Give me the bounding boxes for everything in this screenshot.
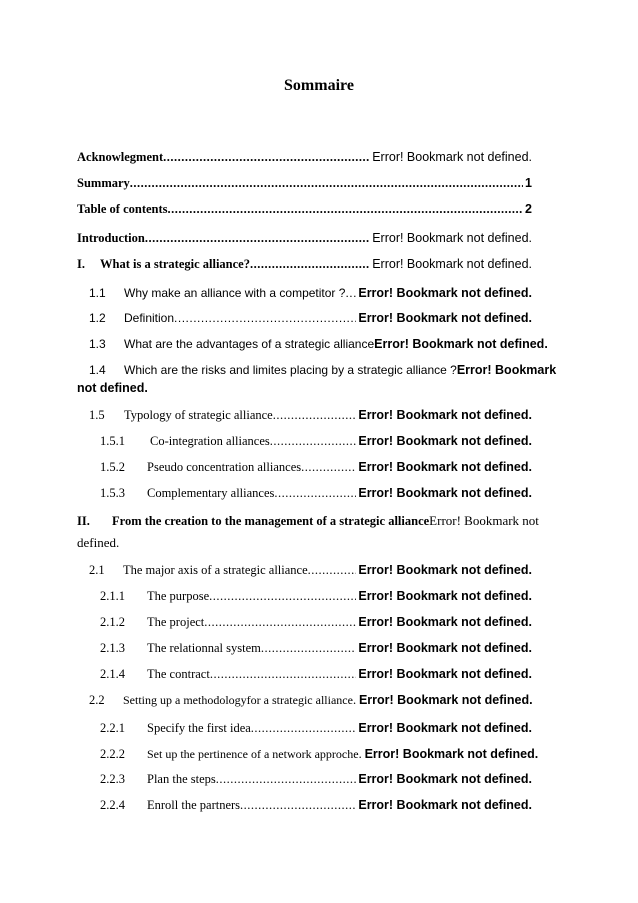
toc-label: Enroll the partners	[147, 798, 241, 812]
toc-label: Set up the pertinence of a network approche	[147, 747, 359, 761]
toc-entry-2-1-3[interactable]	[100, 639, 532, 657]
toc-number: 1.4	[89, 363, 106, 377]
toc-number: I.	[77, 257, 85, 271]
toc-label: The project	[147, 615, 205, 629]
toc-number: 1.5	[89, 408, 105, 422]
toc-page-ref: Error! Bookmark not defined.	[358, 667, 532, 681]
toc-entry-2-2-2[interactable]	[100, 745, 539, 763]
toc-entry-2-1[interactable]	[89, 561, 532, 579]
toc-page-ref: Error! Bookmark not defined.	[358, 563, 532, 577]
toc-number: 2.1.3	[100, 641, 125, 655]
toc-page-ref: Error! Bookmark not defined.	[372, 150, 532, 164]
toc-label: Definition	[124, 311, 175, 325]
toc-number: 2.2.2	[100, 747, 125, 761]
toc-label: Summary	[77, 176, 130, 190]
toc-page-ref: Error! Bookmark not defined.	[358, 615, 532, 629]
toc-page-ref: Error! Bookmark not defined.	[364, 747, 539, 761]
toc-number: 2.2.1	[100, 721, 125, 735]
toc-entry-1-2[interactable]	[89, 309, 532, 327]
toc-page-ref: Error! Bookmark not defined.	[358, 589, 532, 603]
toc-label: Why make an alliance with a competitor ?	[124, 286, 346, 300]
toc-leader-dots	[301, 458, 356, 476]
toc-number: 2.1.1	[100, 589, 125, 603]
toc-entry-1-4[interactable]	[89, 361, 557, 379]
toc-number: 2.2.3	[100, 772, 125, 786]
toc-entry-2-2-3[interactable]	[100, 770, 532, 788]
toc-entry-1-5-2[interactable]	[100, 458, 532, 476]
toc-leader-dots	[216, 770, 357, 788]
toc-page-ref: Error! Bookmark not defined.	[358, 798, 532, 812]
page-title: Sommaire	[284, 77, 354, 94]
toc-label: Which are the risks and limites placing by a strategic alliance ?	[124, 363, 457, 377]
toc-number: 1.1	[89, 286, 106, 300]
toc-label: The relationnal system	[147, 641, 261, 655]
toc-page-ref: Error! Bookmark not defined.	[358, 434, 532, 448]
toc-number: 1.5.3	[100, 486, 125, 500]
toc-leader-dots	[174, 309, 356, 327]
toc-label: Complementary alliances	[147, 486, 275, 500]
toc-entry-1-5[interactable]	[89, 406, 532, 424]
toc-leader-dots	[240, 796, 356, 814]
toc-leader-dots	[270, 432, 357, 450]
toc-number: 2.1	[89, 563, 105, 577]
toc-number: 2.1.2	[100, 615, 125, 629]
toc-leader-dots	[209, 587, 356, 605]
toc-page-ref-continuation: not defined.	[77, 381, 148, 395]
toc-leader-dots	[345, 284, 356, 302]
toc-entry-1-3[interactable]	[89, 335, 548, 353]
toc-entry-2-1-2[interactable]	[100, 613, 532, 631]
toc-leader-dots	[168, 200, 524, 218]
toc-label: Acknowlegment	[77, 150, 164, 164]
toc-label: The major axis of a strategic alliance	[123, 563, 308, 577]
toc-label: What is a strategic alliance?	[100, 257, 250, 271]
toc-entry-2-2-4[interactable]	[100, 796, 532, 814]
toc-label: Table of contents	[77, 202, 168, 216]
toc-label: The contract	[147, 667, 210, 681]
toc-page-ref: 2	[525, 202, 532, 216]
toc-label: Co-integration alliances	[150, 434, 270, 448]
toc-number: 1.5.2	[100, 460, 125, 474]
toc-label: Setting up a methodologyfor a strategic alliance	[123, 693, 353, 707]
toc-page-ref: Error! Bookmark not defined.	[372, 231, 532, 245]
toc-entry-2-1-4[interactable]	[100, 665, 532, 683]
toc-label: Specify the first idea	[147, 721, 251, 735]
toc-page-ref: Error! Bookmark not	[429, 513, 539, 528]
toc-page-ref: Error! Bookmark not defined.	[358, 311, 532, 325]
toc-number: 1.3	[89, 337, 106, 351]
toc-entry-introduction[interactable]	[77, 229, 532, 247]
toc-leader-dots	[261, 639, 357, 657]
toc-number: II.	[77, 514, 90, 528]
toc-leader-dots	[145, 229, 370, 247]
toc-page-ref: Error! Bookmark not defined.	[374, 337, 548, 351]
toc-number: 2.1.4	[100, 667, 125, 681]
toc-entry-2-1-1[interactable]	[100, 587, 532, 605]
toc-entry-2-2[interactable]	[89, 691, 532, 709]
toc-label: The purpose	[147, 589, 210, 603]
toc-leader-dots	[250, 255, 370, 273]
toc-entry-summary[interactable]	[77, 174, 532, 192]
toc-leader-dots	[204, 613, 356, 631]
toc-page-ref: Error! Bookmark not defined.	[358, 693, 533, 707]
toc-leader-dots	[163, 148, 370, 166]
toc-entry-1-5-3[interactable]	[100, 484, 532, 502]
toc-leader-dots	[308, 561, 357, 579]
toc-page-ref: Error! Bookmark	[456, 363, 557, 377]
toc-page-ref: Error! Bookmark not defined.	[358, 286, 532, 300]
toc-entry-1-1[interactable]	[89, 284, 532, 302]
toc-entry-part-1[interactable]	[77, 255, 532, 273]
toc-entry-part-2[interactable]	[77, 512, 557, 530]
toc-page-ref: Error! Bookmark not defined.	[358, 408, 532, 422]
toc-entry-2-2-1[interactable]	[100, 719, 532, 737]
toc-page-ref: Error! Bookmark not defined.	[358, 641, 532, 655]
toc-entry-acknowlegment[interactable]	[77, 148, 532, 166]
toc-page-ref: Error! Bookmark not defined.	[358, 721, 532, 735]
toc-leader-dots	[251, 719, 357, 737]
toc-number: 2.2.4	[100, 798, 125, 812]
toc-label: What are the advantages of a strategic alliance	[124, 337, 375, 351]
toc-page-ref: 1	[525, 176, 532, 190]
toc-page-ref: Error! Bookmark not defined.	[358, 486, 532, 500]
toc-page-ref-continuation: defined.	[77, 535, 120, 550]
toc-number: 1.5.1	[100, 434, 125, 448]
toc-label: Pseudo concentration alliances	[147, 460, 302, 474]
toc-leader-dots	[130, 174, 523, 192]
toc-entry-table-of-contents[interactable]	[77, 200, 532, 218]
toc-leader-dots	[274, 484, 356, 502]
toc-page-ref: Error! Bookmark not defined.	[358, 772, 532, 786]
toc-page-ref: Error! Bookmark not defined.	[358, 460, 532, 474]
toc-number: 2.2	[89, 693, 105, 707]
toc-label: From the creation to the management of a strategic alliance	[112, 514, 430, 528]
toc-label: Plan the steps	[147, 772, 216, 786]
toc-number: 1.2	[89, 311, 106, 325]
toc-label: Introduction	[77, 231, 145, 245]
toc-label: Typology of strategic alliance	[124, 408, 273, 422]
toc-leader-dots	[210, 665, 357, 683]
toc-leader-dots	[273, 406, 357, 424]
toc-entry-1-5-1[interactable]	[100, 432, 532, 450]
toc-page-ref: Error! Bookmark not defined.	[372, 257, 532, 271]
